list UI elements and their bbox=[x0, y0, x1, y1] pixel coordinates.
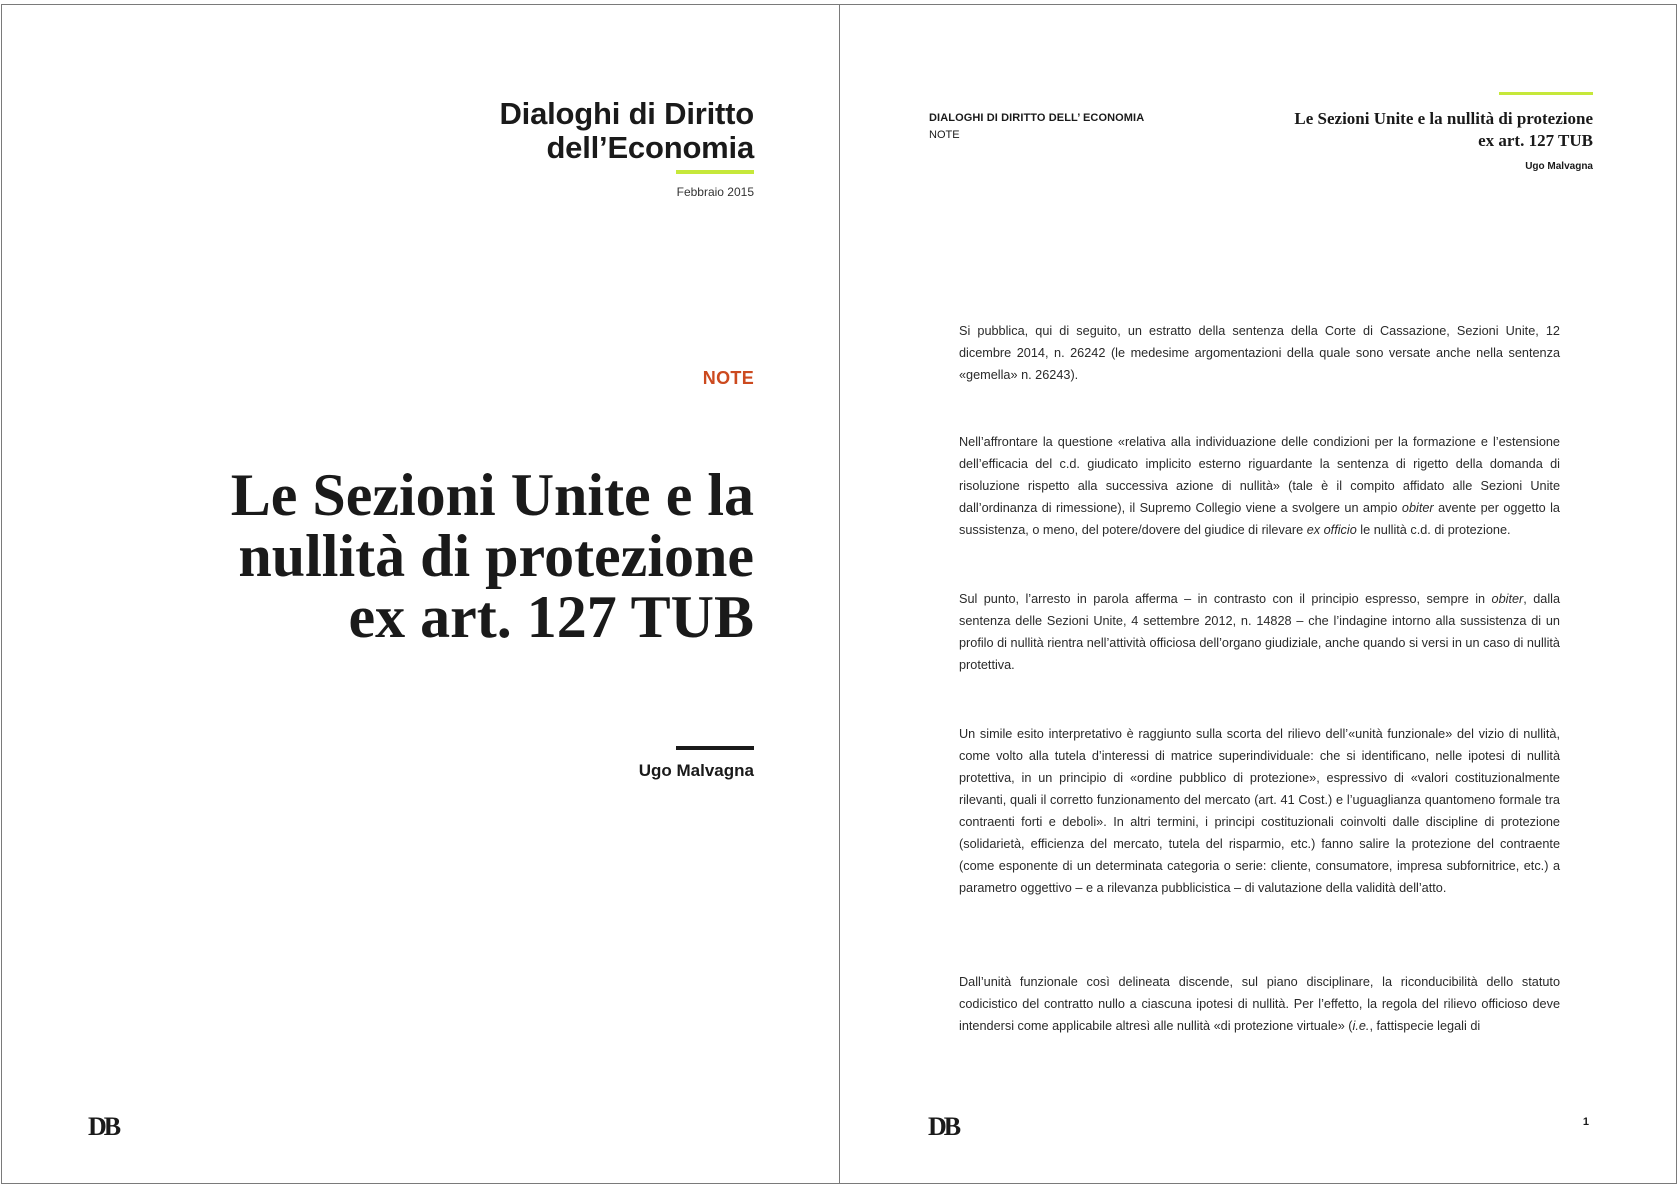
paragraph-2-text-c: le nullità c.d. di protezione. bbox=[1356, 523, 1511, 537]
page-number: 1 bbox=[1582, 1116, 1589, 1128]
page-gutter-divider bbox=[839, 4, 840, 1184]
paragraph-5-italic: i.e. bbox=[1352, 1019, 1370, 1033]
paragraph-2 bbox=[959, 431, 1560, 541]
paragraph-1: Si pubblica, qui di seguito, un estratto della sentenza della Corte di Cassazione, Sezioni Unite, 12 dicembre 2014, n. 26242 (le medesime argomentazioni della quale sono versate anche nella sentenza «gemella» n. 26243). bbox=[959, 324, 1560, 382]
paragraph-3-text-b: , dalla sentenza delle Sezioni Unite, 4 settembre 2012, n. 14828 – che l’indagine intorno alla sussistenza di un profilo di nullità rientra nell’attività officiosa dell’organo giudiziale, anche quando si versi in un caso di nullità protettiva. bbox=[959, 592, 1561, 672]
journal-title-line2: dell’Economia bbox=[546, 130, 754, 165]
paragraph-4: Un simile esito interpretativo è raggiunto sulla scorta del rilievo dell’«unità funzionale» del vizio di nullità, come volto alla tutela d’interessi di matrice superindividuale: che si identificano, nelle ipotesi di nullità protettiva, in un principio di «ordine pubblico di protezione», espressivo di «valori costituzionalmente rilevanti, quali il corretto funzionamento del mercato (art. 41 Cost.) e l’uguaglianza quantomeno formale tra contraenti forti e deboli». In altri termini, i principi costituzionali coinvolti dalle discipline di protezione (solidarietà, efficienza del mercato, tutela del risparmio, etc.) fanno salire la protezione del contraente (come esponente di un determinata categoria o serie: cliente, consumatore, impresa subfornitrice, etc.) a parametro oggettivo – e a rilevanza pubblicistica – di valutazione della validità dell’atto. bbox=[959, 727, 1560, 895]
paragraph-3-italic: obiter bbox=[1491, 592, 1524, 606]
paragraph-2-text-a: Nell’affrontare la questione «relativa alla individuazione delle condizioni per la formazione e l’estensione dell’efficacia del c.d. giudicato implicito esterno riguardante la sentenza di rigetto della domanda di risoluzione rispetto alla successiva azione di nullità» (tale è il compito affidato alle Sezioni Unite dall’ordinanza di rimessione), il Supremo Collegio viene a svolgere un ampio bbox=[959, 435, 1560, 515]
accent-rule bbox=[676, 170, 754, 174]
db-logo: DB bbox=[928, 1112, 959, 1141]
paragraph-2-italic-b: ex officio bbox=[1306, 523, 1357, 537]
cover-page bbox=[2, 5, 838, 1183]
running-head-section: NOTE bbox=[929, 129, 960, 141]
journal-title bbox=[354, 97, 754, 165]
author-rule bbox=[676, 746, 754, 750]
article-page bbox=[841, 5, 1677, 1183]
running-title-line2: ex art. 127 TUB bbox=[1478, 131, 1593, 150]
article-title-line3: ex art. 127 TUB bbox=[348, 584, 754, 650]
article-title-line1: Le Sezioni Unite e la bbox=[230, 462, 754, 528]
accent-rule bbox=[1499, 92, 1593, 95]
paragraph-5 bbox=[959, 971, 1560, 1037]
article-title-line2: nullità di protezione bbox=[238, 523, 754, 589]
paragraph-2-text-b: avente per oggetto la sussistenza, o meno, del potere/dovere del giudice di rilevare bbox=[959, 501, 1560, 537]
section-label: NOTE bbox=[702, 368, 754, 388]
issue-date: Febbraio 2015 bbox=[676, 185, 754, 199]
running-title-line1: Le Sezioni Unite e la nullità di protezione bbox=[1294, 109, 1593, 128]
paragraph-5-text-a: Dall’unità funzionale così delineata discende, sul piano disciplinare, la riconducibilità dello statuto codicistico del contratto nullo a ciascuna ipotesi di nullità. Per l’effetto, la regola del rilievo officioso deve intendersi come applicabile altresì alle nullità «di protezione virtuale» ( bbox=[959, 975, 1560, 1033]
article-title bbox=[114, 462, 754, 650]
running-head-journal: DIALOGHI DI DIRITTO DELL’ ECONOMIA bbox=[929, 112, 1145, 124]
db-logo: DB bbox=[88, 1112, 119, 1141]
paragraph-3 bbox=[959, 588, 1560, 676]
paragraph-2-italic-a: obiter bbox=[1401, 501, 1434, 515]
running-author: Ugo Malvagna bbox=[1525, 161, 1593, 172]
author-name: Ugo Malvagna bbox=[638, 761, 754, 780]
journal-title-line1: Dialoghi di Diritto bbox=[499, 96, 754, 131]
running-title bbox=[1173, 108, 1593, 152]
paragraph-5-text-b: , fattispecie legali di bbox=[1369, 1019, 1481, 1033]
paragraph-3-text-a: Sul punto, l’arresto in parola afferma – in contrasto con il principio espresso, sempre in bbox=[959, 592, 1492, 606]
